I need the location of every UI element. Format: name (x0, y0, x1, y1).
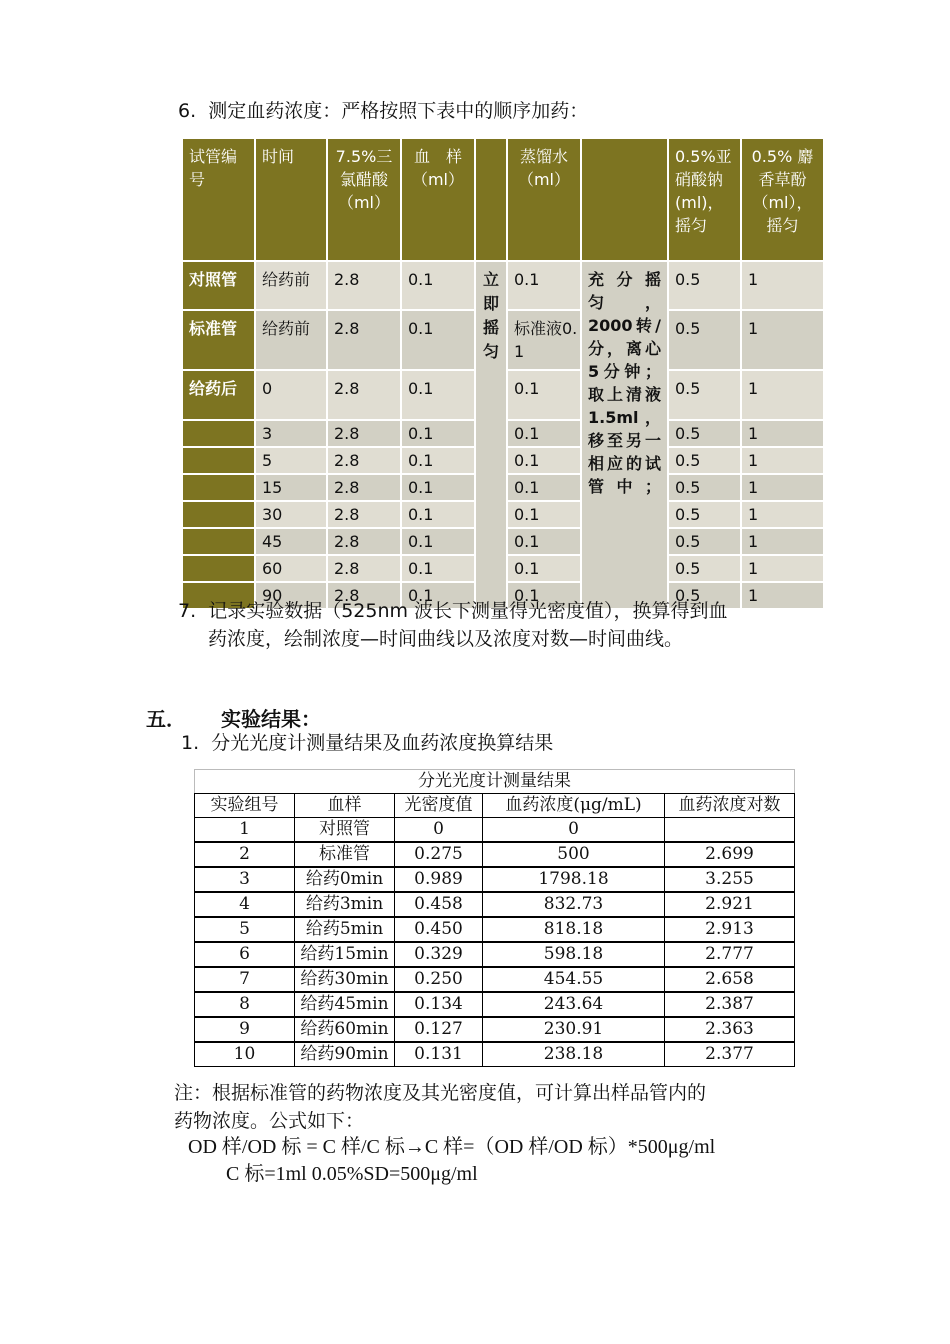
nitrite-cell: 0.5 (668, 447, 741, 474)
tube-cell (182, 555, 255, 582)
nitrite-cell: 0.5 (668, 555, 741, 582)
tca-cell: 2.8 (327, 447, 401, 474)
blood-cell: 0.1 (401, 447, 475, 474)
water-cell: 0.1 (507, 474, 581, 501)
time-cell: 5 (255, 447, 327, 474)
nitrite-cell: 0.5 (668, 582, 741, 609)
thymol-cell: 1 (741, 420, 824, 447)
tca-cell: 2.8 (327, 555, 401, 582)
centrifuge-note-text: 充分摇匀，2000转/分，离心5分钟；取上清液1.5ml，移至另一相应的试管中； (588, 270, 661, 496)
log-cell: 2.387 (665, 992, 795, 1017)
header-distilled-water: 蒸馏水（ml） (507, 138, 581, 261)
table-row (195, 842, 795, 867)
water-cell: 0.1 (507, 555, 581, 582)
tca-cell: 2.8 (327, 370, 401, 420)
water-cell: 0.1 (507, 501, 581, 528)
procedure-table (181, 137, 825, 610)
concentration-cell: 832.73 (483, 892, 665, 917)
thymol-cell: 1 (741, 310, 824, 370)
subsection-number: 1. (181, 732, 200, 754)
concentration-cell: 230.91 (483, 1017, 665, 1042)
blood-cell: 0.1 (401, 310, 475, 370)
header-blood-sample: 血 样（ml） (401, 138, 475, 261)
tca-cell: 2.8 (327, 474, 401, 501)
group-cell: 8 (195, 992, 295, 1017)
tca-cell: 2.8 (327, 528, 401, 555)
concentration-cell: 243.64 (483, 992, 665, 1017)
tube-cell: 给药后 (182, 370, 255, 420)
thymol-cell: 1 (741, 447, 824, 474)
od-cell: 0.127 (395, 1017, 483, 1042)
tca-cell: 2.8 (327, 501, 401, 528)
time-cell: 30 (255, 501, 327, 528)
table-row (182, 261, 824, 310)
table-row (195, 917, 795, 942)
step-7-line-2: 药浓度，绘制浓度—时间曲线以及浓度对数—时间曲线。 (208, 628, 684, 650)
time-cell: 90 (255, 582, 327, 609)
log-cell: 2.699 (665, 842, 795, 867)
water-cell: 0.1 (507, 447, 581, 474)
results-table-caption: 分光光度计测量结果 (195, 770, 795, 794)
header-tube-id: 试管编号 (182, 138, 255, 261)
sample-cell: 给药90min (295, 1042, 395, 1067)
table-row (195, 942, 795, 967)
blood-cell: 0.1 (401, 501, 475, 528)
tube-cell (182, 528, 255, 555)
step-7 (178, 597, 728, 625)
tca-cell: 2.8 (327, 582, 401, 609)
table-row (195, 992, 795, 1017)
tube-cell (182, 447, 255, 474)
section-title: 实验结果： (220, 707, 321, 731)
table-row (195, 818, 795, 843)
group-cell: 2 (195, 842, 295, 867)
time-cell: 15 (255, 474, 327, 501)
standard-solution-text: 标准液0.1 (514, 319, 578, 361)
log-cell: 2.913 (665, 917, 795, 942)
od-cell: 0 (395, 818, 483, 843)
step-7-line-1: 记录实验数据（525nm 波长下测量得光密度值），换算得到血 (208, 600, 728, 622)
water-cell: 0.1 (507, 370, 581, 420)
table-row (195, 1017, 795, 1042)
od-cell: 0.450 (395, 917, 483, 942)
od-cell: 0.250 (395, 967, 483, 992)
sample-cell: 给药45min (295, 992, 395, 1017)
concentration-cell: 598.18 (483, 942, 665, 967)
step-6 (178, 97, 588, 125)
time-cell: 0 (255, 370, 327, 420)
concentration-cell: 0 (483, 818, 665, 843)
subsection-1 (181, 729, 553, 757)
formula-line-2: C 标=1ml 0.05%SD=500μg/ml (226, 1163, 478, 1185)
od-cell: 0.329 (395, 942, 483, 967)
group-cell: 3 (195, 867, 295, 892)
log-cell (665, 818, 795, 843)
log-cell: 2.363 (665, 1017, 795, 1042)
nitrite-cell: 0.5 (668, 370, 741, 420)
tube-cell: 对照管 (182, 261, 255, 310)
header-sodium-nitrite: 0.5%亚硝酸钠(ml)，摇匀 (668, 138, 741, 261)
od-cell: 0.275 (395, 842, 483, 867)
thymol-cell: 1 (741, 370, 824, 420)
header-group-no: 实验组号 (195, 794, 295, 818)
time-cell: 45 (255, 528, 327, 555)
concentration-cell: 238.18 (483, 1042, 665, 1067)
nitrite-cell: 0.5 (668, 528, 741, 555)
od-cell: 0.131 (395, 1042, 483, 1067)
mix-now-text: 立即摇匀 (483, 270, 500, 361)
thymol-cell: 1 (741, 261, 824, 310)
note-line-2: 药物浓度。公式如下： (174, 1110, 365, 1132)
thymol-cell: 1 (741, 582, 824, 609)
header-blank-1 (475, 138, 507, 261)
section-heading (146, 703, 321, 732)
sample-cell: 给药15min (295, 942, 395, 967)
water-cell: 0.1 (507, 582, 581, 609)
time-cell: 给药前 (255, 310, 327, 370)
sample-cell: 给药3min (295, 892, 395, 917)
note-line-1: 注：根据标准管的药物浓度及其光密度值，可计算出样品管内的 (174, 1082, 707, 1104)
group-cell: 1 (195, 818, 295, 843)
blood-cell: 0.1 (401, 555, 475, 582)
time-cell: 60 (255, 555, 327, 582)
time-cell: 3 (255, 420, 327, 447)
blood-cell: 0.1 (401, 261, 475, 310)
section-number: 五． (146, 707, 186, 731)
water-cell (507, 310, 581, 370)
time-cell: 给药前 (255, 261, 327, 310)
group-cell: 9 (195, 1017, 295, 1042)
nitrite-cell: 0.5 (668, 310, 741, 370)
mix-now-cell (475, 261, 507, 609)
sample-cell: 给药30min (295, 967, 395, 992)
table-row (195, 892, 795, 917)
blood-cell: 0.1 (401, 370, 475, 420)
concentration-cell: 818.18 (483, 917, 665, 942)
concentration-cell: 500 (483, 842, 665, 867)
formula-line-1: OD 样/OD 标 = C 样/C 标→C 样=（OD 样/OD 标）*500μg/ml (188, 1136, 716, 1158)
nitrite-cell: 0.5 (668, 420, 741, 447)
table-row (195, 1042, 795, 1067)
header-concentration: 血药浓度(μg/mL) (483, 794, 665, 818)
od-cell: 0.989 (395, 867, 483, 892)
log-cell: 2.777 (665, 942, 795, 967)
log-cell: 2.658 (665, 967, 795, 992)
thymol-cell: 1 (741, 555, 824, 582)
sample-cell: 给药60min (295, 1017, 395, 1042)
header-optical-density: 光密度值 (395, 794, 483, 818)
nitrite-cell: 0.5 (668, 474, 741, 501)
header-thymol: 0.5% 麝香草酚（ml），摇匀 (741, 138, 824, 261)
log-cell: 2.377 (665, 1042, 795, 1067)
thymol-cell: 1 (741, 474, 824, 501)
table-row (195, 967, 795, 992)
sample-cell: 对照管 (295, 818, 395, 843)
blood-cell: 0.1 (401, 474, 475, 501)
centrifuge-note-cell (581, 261, 668, 609)
subsection-text: 分光光度计测量结果及血药浓度换算结果 (211, 732, 554, 754)
od-cell: 0.134 (395, 992, 483, 1017)
thymol-cell: 1 (741, 501, 824, 528)
header-blank-2 (581, 138, 668, 261)
header-log-concentration: 血药浓度对数 (665, 794, 795, 818)
water-cell: 0.1 (507, 261, 581, 310)
header-sample: 血样 (295, 794, 395, 818)
step-6-text: 测定血药浓度：严格按照下表中的顺序加药： (208, 100, 589, 122)
tca-cell: 2.8 (327, 420, 401, 447)
tube-cell (182, 474, 255, 501)
concentration-cell: 454.55 (483, 967, 665, 992)
thymol-cell: 1 (741, 528, 824, 555)
group-cell: 10 (195, 1042, 295, 1067)
water-cell: 0.1 (507, 420, 581, 447)
group-cell: 7 (195, 967, 295, 992)
log-cell: 3.255 (665, 867, 795, 892)
sample-cell: 标准管 (295, 842, 395, 867)
blood-cell: 0.1 (401, 528, 475, 555)
tube-cell (182, 501, 255, 528)
od-cell: 0.458 (395, 892, 483, 917)
results-table (194, 769, 795, 1067)
tca-cell: 2.8 (327, 310, 401, 370)
header-tca: 7.5%三氯醋酸（ml） (327, 138, 401, 261)
nitrite-cell: 0.5 (668, 501, 741, 528)
tca-cell: 2.8 (327, 261, 401, 310)
tube-cell: 标准管 (182, 310, 255, 370)
concentration-cell: 1798.18 (483, 867, 665, 892)
blood-cell: 0.1 (401, 420, 475, 447)
log-cell: 2.921 (665, 892, 795, 917)
nitrite-cell: 0.5 (668, 261, 741, 310)
water-cell: 0.1 (507, 528, 581, 555)
header-time: 时间 (255, 138, 327, 261)
sample-cell: 给药5min (295, 917, 395, 942)
tube-cell (182, 420, 255, 447)
sample-cell: 给药0min (295, 867, 395, 892)
step-7-number: 7. (178, 600, 197, 622)
group-cell: 5 (195, 917, 295, 942)
group-cell: 4 (195, 892, 295, 917)
blood-cell: 0.1 (401, 582, 475, 609)
step-6-number: 6. (178, 100, 197, 122)
group-cell: 6 (195, 942, 295, 967)
table-row (195, 867, 795, 892)
